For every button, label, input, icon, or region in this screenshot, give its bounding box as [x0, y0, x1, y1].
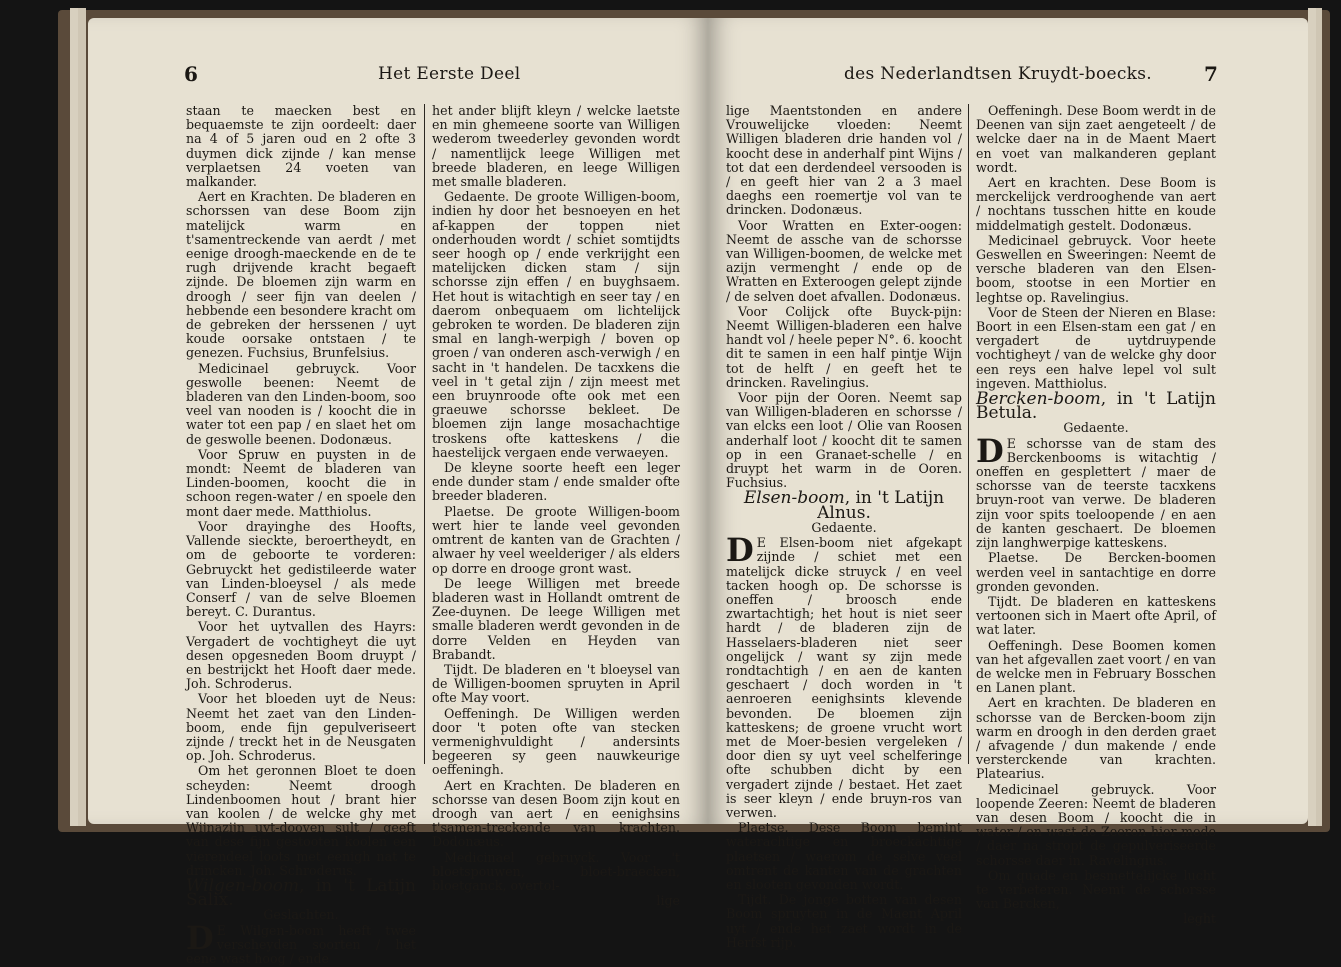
subheading: Gedaente. — [1063, 420, 1129, 436]
paragraph: Oeffeningh. Dese Boom werdt in de Deenen van sijn zaet aengeteelt / de welcke daer na in de Maent Maert en voet van malkanderen geplant wordt. — [976, 103, 1216, 175]
paragraph-text: E Elsen-boom niet afgekapt zijnde / schiet met een matelijck dicke struyck / en veel tacken hoogh op. De schorsse is oneffen / broosch ende zwartachtigh; het hout is niet seer hardt / de bladeren zijn de Hasselaers-bladeren niet seer ongelijck / want sy zijn mede rondtachtigh / en aen de kanten geschaert / doch worden in 't aenroeren eenighsints klevende bevonden. De bloemen zijn katteskens; de groene vrucht wort met de Moer-besien vergeleken / door dien sy uyt veel schelferinge ofte schubben dicht by een vergadert zijnde / bestaet. Het zaet is seer kleyn / ende bruyn-ros van verwen. — [726, 535, 962, 820]
running-head: Het Eerste Deel — [378, 64, 521, 84]
drop-cap: D — [726, 531, 754, 570]
paragraph: Oeffeningh. De Willigen werden door 't poten ofte van stecken vermenighvuldight / andersints begeeren sy geen nauwkeurige oeffeningh. — [432, 705, 680, 778]
heading-word: Elsen-boom — [743, 488, 845, 509]
paragraph: Voor het bloeden uyt de Neus: Neemt het zaet van den Linden-boom, ende fijn gepulveriseert zijnde / treckt het in de Neusgaten op. Joh. Schroderus. — [186, 691, 416, 764]
paragraph: Tijdt. De jonge botten van desen Boom spruyten in de Maent April uyt / ende het zaet wordt in de Herfst rijp. — [726, 892, 962, 950]
paragraph: Voor Wratten en Exter-oogen: Neemt de assche van de schorsse van Willigen-boomen, de welcke met azijn vermenght / ende op de Wratten en Exteroogen gelept zijnde / de selven doet afvallen. Dodonæus. — [726, 217, 962, 304]
paragraph: Aert en krachten. De bladeren en schorsse van de Bercken-boom zijn warm en droogh in den derden graet / afvagende / dun makende / ende versterckende van krachten. Platearius. — [976, 695, 1216, 782]
page-edge — [70, 8, 78, 826]
page-edge — [1316, 8, 1322, 826]
paragraph: Tijdt. De bladeren en katteskens vertoonen sich in Maert ofte April, of wat later. — [976, 593, 1216, 638]
paragraph: De kleyne soorte heeft een leger ende dunder stam / ende smalder ofte breeder bladeren. — [432, 460, 680, 504]
left-column-2 — [432, 104, 680, 908]
paragraph-text: E schorsse van de stam des Berckenbooms is witachtig / oneffen en gesplettert / maer de schorsse van de teerste tacxkens bruyn-root van verwe. De bladeren zijn voor spits toeloopende / en aen de kanten geschaert. De bloemen zijn langhwerpige katteskens. — [976, 435, 1216, 551]
catchword: leght — [1183, 911, 1216, 927]
right-column-2 — [976, 104, 1216, 927]
paragraph: Medicinael gebruyck. Voor heete Geswellen en Sweeringen: Neemt de versche bladeren van den Elsen-boom, stootse in een Mortier en leghtse op. Ravelingius. — [976, 232, 1216, 305]
paragraph: Medicinael gebruyck. Voor loopende Zeeren: Neemt de bladeren van desen Boom / koocht die in water / en wast de Zeeren hier mede / daer na stropt de gepulveriseerde schorsse daer in. Ravelingius. — [976, 781, 1216, 868]
paragraph: lige Maentstonden en andere Vrouwelijcke vloeden: Neemt Willigen bladeren drie handen vol / koocht dese in anderhalf pint Wijns / tot dat een derdendeel versooden is / en geeft hier van 2 a 3 mael daeghs een roemertje vol van te drincken. Dodonæus. — [726, 103, 962, 218]
paragraph: Oeffeningh. Dese Boomen komen van het afgevallen zaet voort / en van de welcke men in February Bosschen en Lanen plant. — [976, 637, 1216, 696]
paragraph-text: E Wilgen-boom heeft twee verscheyden soorten / het eene wast hoog / ende — [186, 922, 416, 966]
paragraph: Plaetse. De Bercken-boomen werden veel in santachtige en dorre gronden gevonden. — [976, 550, 1216, 594]
page-edge — [1308, 8, 1316, 826]
paragraph: Voor pijn der Ooren. Neemt sap van Willigen-bladeren en schorsse / van elcks een loot / Olie van Roosen anderhalf loot / koocht dit te samen op in een Granaet-schelle / en druypt het warm in de Ooren. Fuchsius. — [726, 390, 962, 491]
paragraph — [186, 918, 416, 967]
paragraph: Voor Colijck ofte Buyck-pijn: Neemt Willigen-bladeren een halve handt vol / heele peper N°. 6. koocht dit te samen in een half pintje Wijn tot de helft / en geeft het te drincken. Ravelingius. — [726, 303, 962, 390]
paragraph: Medicinael gebruyck. Voor 't bloetspouwen, bloet-braecken, bloetganck, overtol- — [432, 849, 680, 893]
paragraph: Om het geronnen Bloet te doen scheyden: Neemt droogh Lindenboomen hout / brant hier van koolen / de welcke ghy met Wijnazijn uyt-dooven sult / geeft van dese fijn gestooten koolen een vierendeel loots met eenigh nat te drincken. Joh. Schroderus. — [186, 763, 416, 878]
column-rule — [968, 104, 969, 764]
paragraph: Aert en Krachten. De bladeren en schorssen van dese Boom zijn matelijck warm en t'samentreckende van aerdt / met eenige droogh-maeckende en de te rugh drijvende kracht begaeft zijnde. De bloemen zijn warm en droogh / seer fijn van deelen / hebbende een besondere kracht om de gebreken der herssenen / uyt koude oorsake ontstaen / te genezen. Fuchsius, Brunfelsius. — [186, 189, 416, 361]
paragraph: Tijdt. De bladeren en 't bloeysel van de Willigen-boomen spruyten in April ofte May voort. — [432, 661, 680, 706]
left-column-1 — [186, 104, 416, 967]
paragraph: staan te maecken best en bequaemste te zijn oordeelt: daer na 4 of 5 jaren oud en 2 ofte 3 duymen dick zijnde / kan mense verplaetsen 24 voeten van malkander. — [186, 103, 416, 190]
drop-cap: D — [976, 431, 1004, 470]
catchword: lige — [656, 893, 680, 909]
section-heading — [186, 875, 416, 911]
section-heading — [726, 488, 962, 523]
right-page — [708, 18, 1308, 950]
paragraph: Gedaente. De groote Willigen-boom, indien hy door het besnoeyen en het af-kappen der toppen niet onderhouden wordt / schiet somtijdts seer hoogh op / ende verkrijght een matelijcken dicken stam / sijn schorsse zijn effen / en buyghsaem. Het hout is witachtigh en seer tay / en daerom onbequaem om lichtelijck gebroken te worden. De bladeren zijn smal en langh-werpigh / boven op groen / van onderen asch-verwigh / en sacht in 't handelen. De tacxkens die veel in 't getal zijn / zijn meest met een bruynroode ofte ook met een graeuwe schorsse bekleet. De bloemen zijn lange mosachachtige troskens ofte katteskens / die haestelijck vergaen ende verwaeyen. — [432, 189, 680, 460]
running-head: des Nederlandtsen Kruydt-boecks. — [844, 64, 1153, 84]
heading-rest: , in 't Latijn Betula. — [976, 389, 1216, 424]
paragraph: De leege Willigen met breede bladeren wast in Hollandt omtrent de Zee-duynen. De leege Willigen met smalle bladeren werdt gevonden in de dorre Velden en Heyden van Brabandt. — [432, 575, 680, 662]
section-heading — [976, 389, 1216, 424]
paragraph: Medicinael gebruyck. Voor geswolle beenen: Neemt de bladeren van den Linden-boom, soo veel van nooden is / koocht die in water tot een pap / en slaet het om de geswolle beenen. Dodonæus. — [186, 360, 416, 447]
paragraph: het ander blijft kleyn / welcke laetste en min ghemeene soorte van Willigen wederom tweederley gevonden wordt / namentlijck leege Willigen met breede bladeren, en leege Willigen met smalle bladeren. — [432, 103, 680, 190]
left-page — [88, 18, 708, 966]
page-number: 7 — [1204, 62, 1218, 86]
heading-word: Wilgen-boom — [186, 875, 300, 896]
subheading: Gedaente. — [811, 519, 877, 535]
paragraph — [726, 531, 962, 820]
paragraph: Voor het uytvallen des Hayrs: Vergadert de vochtigheyt die uyt desen opgesneden Boom druypt / en bestrijckt het Hooft daer mede. Joh. Schroderus. — [186, 619, 416, 692]
subheading: Geslachten. — [263, 907, 339, 923]
page-number: 6 — [184, 62, 198, 86]
paragraph: Voor de Steen der Nieren en Blase: Boort in een Elsen-stam een gat / en vergadert de uytdruypende vochtigheyt / van de welcke ghy door een reys een halve lepel vol sult ingeven. Matthiolus. — [976, 304, 1216, 391]
column-rule — [424, 104, 425, 764]
paragraph: Plaetse. Dese Boom bemint waterachtige en broeckachtige plaetsen / waerom de selve veel omtrent de kanten van de grachten en slooten gevonden wordt. — [726, 820, 962, 892]
paragraph: Voor drayinghe des Hoofts, Vallende sieckte, beroertheydt, en om de geboorte te vorderen: Gebruyckt het gedistileerde water van Linden-bloeysel / als mede Conserf / van de selve Bloemen bereyt. C. Durantus. — [186, 518, 416, 620]
paragraph: Aert en Krachten. De bladeren en schorsse van desen Boom zijn kout en droogh van aert / en eenighsins t'samen-treckende van krachten. Dodonæus. — [432, 777, 680, 850]
page-edge — [78, 8, 86, 826]
heading-word: Bercken-boom — [976, 389, 1101, 410]
heading-rest: , in 't Latijn Alnus. — [817, 488, 945, 523]
paragraph: Aert en krachten. Dese Boom is merckelijck verdrooghende van aert / nochtans tusschen hitte en koude middelmatigh gestelt. Dodonæus. — [976, 175, 1216, 233]
paragraph — [976, 431, 1216, 551]
paragraph: Voor Spruw en puysten in de mondt: Neemt de bladeren van Linden-boomen, koocht die in schoon regen-water / en spoele den mont daer mede. Matthiolus. — [186, 446, 416, 519]
heading-rest: , in 't Latijn Salix. — [186, 875, 416, 911]
right-column-1 — [726, 104, 962, 951]
paragraph: Plaetse. De groote Willigen-boom wert hier te lande veel gevonden omtrent de kanten van de Grachten / alwaer hy veel weelderiger / als elders op dorre en drooge gront wast. — [432, 503, 680, 576]
drop-cap: D — [186, 918, 214, 957]
paragraph: Om quade en besmettelijcke lucht te verbeteren. Neemt de schorsse van Bercken, — [976, 867, 1216, 912]
